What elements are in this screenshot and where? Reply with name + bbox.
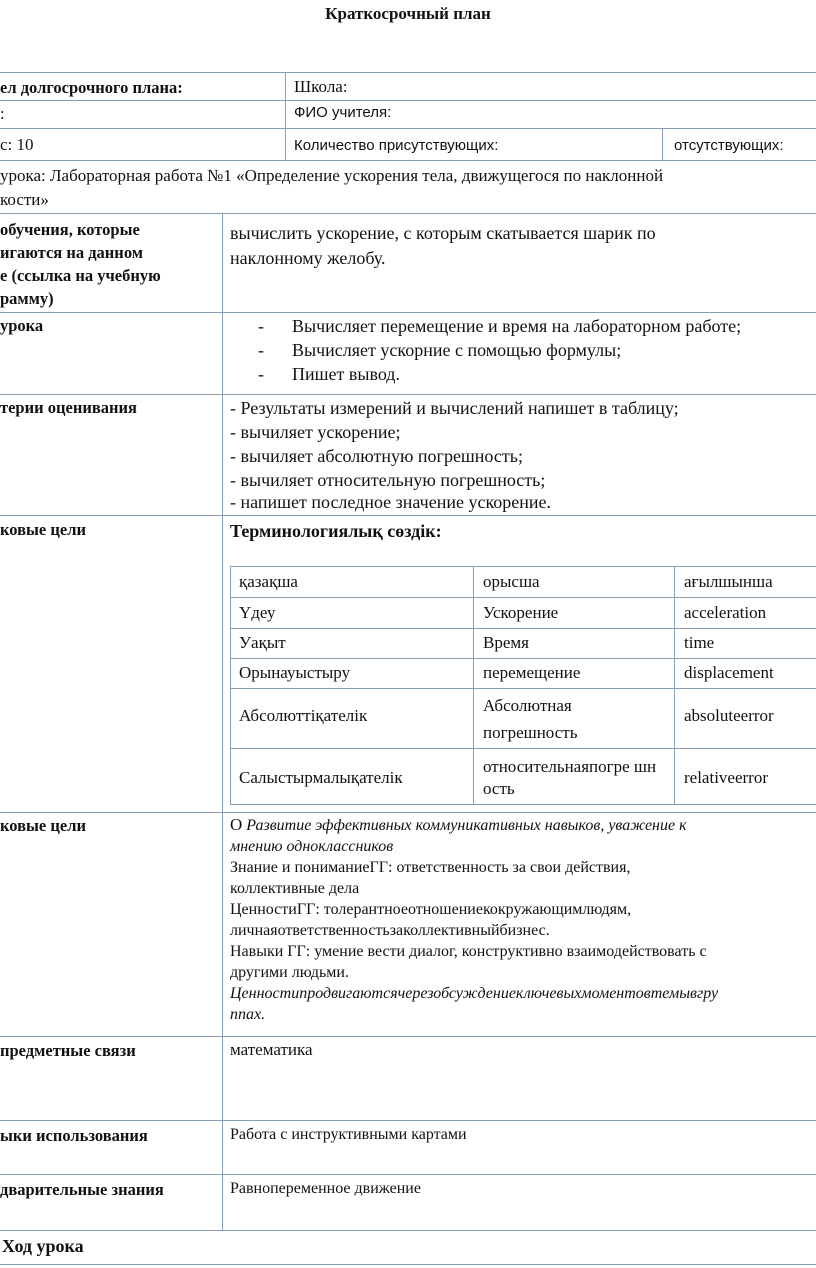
objectives-label-line3: е (ссылка на учебную — [0, 266, 161, 285]
glossary-cell: relativeerror — [684, 768, 768, 787]
glossary-cell: Абсолюттіқателік — [239, 706, 368, 725]
section-label: ел долгосрочного плана: — [0, 78, 183, 97]
label-column-divider — [222, 213, 223, 1230]
criteria-item: - вычиляет ускорение; — [230, 422, 401, 442]
ict-skills-label: ыки использования — [0, 1126, 148, 1145]
values-label: ковые цели — [0, 816, 86, 835]
glossary-cell: Салыстырмалықателік — [239, 768, 403, 787]
cross-curricular-label: предметные связи — [0, 1041, 136, 1060]
glossary-cell: acceleration — [684, 603, 767, 622]
present-label: Количество присутствующих: — [294, 137, 499, 154]
glossary-cell: displacement — [684, 663, 774, 682]
absent-label: отсутствующих: — [674, 137, 784, 154]
table-top-border — [0, 72, 816, 73]
school-label: Школа: — [294, 77, 348, 96]
glossary-header-russian: орысша — [483, 572, 540, 591]
glossary-cell: Үдеу — [239, 603, 276, 622]
prior-knowledge-label: дварительные знания — [0, 1180, 164, 1199]
criteria-item: - Результаты измерений и вычислений напишет в таблицу; — [230, 398, 679, 418]
criteria-item: - вычиляет относительную погрешность; — [230, 470, 546, 490]
glossary-header-kazakh: қазақша — [239, 572, 298, 591]
glossary-cell: time — [684, 633, 715, 652]
objectives-label-line4: рамму) — [0, 289, 54, 308]
criteria-item: - напишет последное значение ускорение. — [230, 492, 552, 512]
lesson-progress-heading: Ход урока — [2, 1236, 84, 1256]
cross-curricular-text: математика — [230, 1040, 313, 1059]
glossary-cell: Время — [483, 633, 529, 652]
glossary-cell: absoluteerror — [684, 706, 774, 725]
values-text: О Развитие эффективных коммуникативных навыков, уважение к мнению одноклассников Знание и пониманиеГГ: ответственность за свои действия, коллективные дела ЦенностиГГ: толерантноеотношениекокружающимлюдям, личнаяответственностьзаколлективныйбизнес. Навыки ГГ: умение вести диалог, конструктивно взаимодействовать с другими людьми. Ценностипродвигаютсячерезобсуждениеключевыхмоментовтемывгру ппах. — [230, 815, 719, 1023]
class-label: с: 10 — [0, 135, 34, 154]
lesson-goals-label: урока — [0, 316, 44, 335]
teacher-label: ФИО учителя: — [294, 104, 392, 121]
lesson-topic-line1: урока: Лабораторная работа №1 «Определение ускорения тела, движущегося по наклонной — [0, 166, 664, 185]
lesson-goal-item: - Вычисляет перемещение и время на лабораторном работе; — [258, 316, 742, 336]
language-goals-label: ковые цели — [0, 520, 86, 539]
glossary-cell: Ускорение — [483, 603, 559, 622]
glossary-cell: перемещение — [483, 663, 581, 682]
criteria-label: терии оценивания — [0, 398, 137, 417]
glossary-header-english: ағылшынша — [684, 572, 773, 591]
glossary-cell: Уақыт — [239, 633, 286, 652]
prior-knowledge-text: Равнопеременное движение — [230, 1180, 421, 1197]
criteria-item: - вычиляет абсолютную погрешность; — [230, 446, 523, 466]
glossary-table — [230, 566, 816, 804]
glossary-cell: относительнаяпогре шность — [483, 757, 657, 798]
date-label: : — [0, 104, 5, 123]
glossary-cell: Орынауыстыру — [239, 663, 351, 682]
lesson-goal-item: - Пишет вывод. — [258, 364, 400, 384]
objectives-text-line2: наклонному желобу. — [230, 248, 386, 268]
objectives-text-line1: вычислить ускорение, с которым скатывается шарик по — [230, 223, 656, 243]
document-title: Краткосрочный план — [325, 4, 491, 23]
objectives-label-line1: обучения, которые — [0, 220, 140, 239]
lesson-topic-line2: кости» — [0, 190, 49, 209]
lesson-goal-item: - Вычисляет ускорние с помощью формулы; — [258, 340, 622, 360]
header-column-divider — [285, 72, 286, 160]
objectives-label-line2: игаются на данном — [0, 243, 143, 262]
ict-skills-text: Работа с инструктивными картами — [230, 1126, 467, 1143]
glossary-cell: Абсолютная погрешность — [483, 696, 578, 742]
glossary-title: Терминологиялық сөздік: — [230, 521, 442, 541]
